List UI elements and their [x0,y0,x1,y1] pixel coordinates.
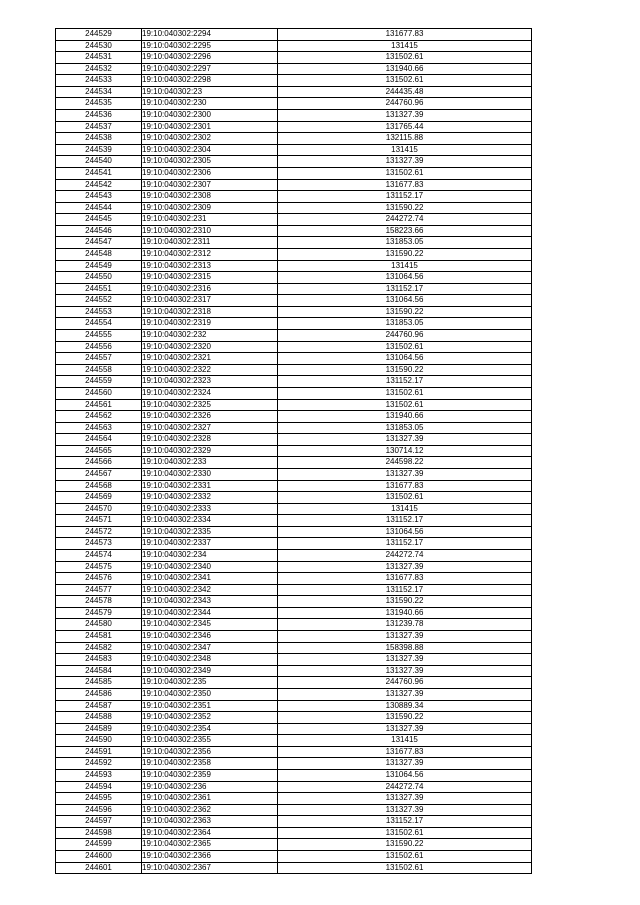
row-number-cell: 244530 [56,40,142,52]
value-cell: 131502.61 [278,341,532,353]
cadastral-number-cell: 19:10:040302:2324 [142,387,278,399]
row-number-cell: 244574 [56,550,142,562]
table-row [56,561,532,573]
value-cell: 244598.22 [278,457,532,469]
value-cell: 131327.39 [278,793,532,805]
table-row [56,75,532,87]
value-cell: 131940.66 [278,411,532,423]
table-row [56,121,532,133]
value-cell: 131590.22 [278,839,532,851]
table-row [56,503,532,515]
table-row [56,283,532,295]
value-cell: 131064.56 [278,353,532,365]
value-cell: 131327.39 [278,468,532,480]
cadastral-number-cell: 19:10:040302:2361 [142,793,278,805]
cadastral-number-cell: 19:10:040302:2332 [142,492,278,504]
value-cell: 131502.61 [278,75,532,87]
table-row [56,677,532,689]
value-cell: 131327.39 [278,434,532,446]
value-cell: 244760.96 [278,330,532,342]
table-row [56,700,532,712]
cadastral-number-cell: 19:10:040302:2302 [142,133,278,145]
value-cell: 131064.56 [278,272,532,284]
row-number-cell: 244562 [56,411,142,423]
value-cell: 131327.39 [278,723,532,735]
value-cell: 130714.12 [278,445,532,457]
row-number-cell: 244581 [56,631,142,643]
table-row [56,399,532,411]
cadastral-number-cell: 19:10:040302:2356 [142,746,278,758]
value-cell: 131152.17 [278,584,532,596]
row-number-cell: 244597 [56,816,142,828]
table-row [56,596,532,608]
cadastral-number-cell: 19:10:040302:2325 [142,399,278,411]
row-number-cell: 244555 [56,330,142,342]
cadastral-number-cell: 19:10:040302:23 [142,86,278,98]
cadastral-number-cell: 19:10:040302:2346 [142,631,278,643]
value-cell: 131677.83 [278,179,532,191]
table-row [56,330,532,342]
table-row [56,631,532,643]
row-number-cell: 244576 [56,573,142,585]
cadastral-number-cell: 19:10:040302:2365 [142,839,278,851]
table-row [56,364,532,376]
cadastral-number-cell: 19:10:040302:2308 [142,191,278,203]
row-number-cell: 244567 [56,468,142,480]
cadastral-number-cell: 19:10:040302:236 [142,781,278,793]
row-number-cell: 244534 [56,86,142,98]
table-row [56,341,532,353]
value-cell: 131853.05 [278,237,532,249]
table-row [56,214,532,226]
table-row [56,538,532,550]
table-row [56,237,532,249]
value-cell: 131502.61 [278,492,532,504]
table-row [56,688,532,700]
row-number-cell: 244544 [56,202,142,214]
value-cell: 131327.39 [278,110,532,122]
cadastral-number-cell: 19:10:040302:2294 [142,29,278,41]
cadastral-number-cell: 19:10:040302:2330 [142,468,278,480]
row-number-cell: 244536 [56,110,142,122]
value-cell: 131064.56 [278,526,532,538]
cadastral-number-cell: 19:10:040302:2296 [142,52,278,64]
table-row [56,654,532,666]
row-number-cell: 244547 [56,237,142,249]
table-row [56,86,532,98]
value-cell: 131502.61 [278,399,532,411]
cadastral-number-cell: 19:10:040302:2320 [142,341,278,353]
row-number-cell: 244533 [56,75,142,87]
row-number-cell: 244558 [56,364,142,376]
row-number-cell: 244570 [56,503,142,515]
value-cell: 131064.56 [278,295,532,307]
value-cell: 131327.39 [278,156,532,168]
table-row [56,411,532,423]
cadastral-number-cell: 19:10:040302:2318 [142,306,278,318]
value-cell: 131502.61 [278,52,532,64]
table-row [56,110,532,122]
cadastral-number-cell: 19:10:040302:2306 [142,167,278,179]
value-cell: 131239.78 [278,619,532,631]
value-cell: 131415 [278,40,532,52]
value-cell: 131152.17 [278,538,532,550]
row-number-cell: 244590 [56,735,142,747]
row-number-cell: 244546 [56,225,142,237]
row-number-cell: 244554 [56,318,142,330]
cadastral-number-cell: 19:10:040302:2333 [142,503,278,515]
cadastral-number-cell: 19:10:040302:2328 [142,434,278,446]
row-number-cell: 244552 [56,295,142,307]
table-row [56,272,532,284]
row-number-cell: 244566 [56,457,142,469]
row-number-cell: 244551 [56,283,142,295]
row-number-cell: 244575 [56,561,142,573]
table-row [56,248,532,260]
cadastral-number-cell: 19:10:040302:2307 [142,179,278,191]
value-cell: 244760.96 [278,98,532,110]
row-number-cell: 244588 [56,712,142,724]
cadastral-number-cell: 19:10:040302:2366 [142,851,278,863]
cadastral-number-cell: 19:10:040302:2321 [142,353,278,365]
value-cell: 131502.61 [278,862,532,874]
value-cell: 131677.83 [278,573,532,585]
row-number-cell: 244531 [56,52,142,64]
value-cell: 158223.66 [278,225,532,237]
table-row [56,584,532,596]
cadastral-number-cell: 19:10:040302:2350 [142,688,278,700]
table-row [56,191,532,203]
value-cell: 131765.44 [278,121,532,133]
cadastral-number-cell: 19:10:040302:2363 [142,816,278,828]
row-number-cell: 244545 [56,214,142,226]
cadastral-number-cell: 19:10:040302:2351 [142,700,278,712]
data-table [55,28,532,874]
cadastral-number-cell: 19:10:040302:2364 [142,827,278,839]
cadastral-number-cell: 19:10:040302:2317 [142,295,278,307]
table-row [56,526,532,538]
value-cell: 244272.74 [278,781,532,793]
table-row [56,457,532,469]
row-number-cell: 244598 [56,827,142,839]
value-cell: 131327.39 [278,804,532,816]
table-row [56,52,532,64]
value-cell: 131152.17 [278,376,532,388]
value-cell: 131152.17 [278,816,532,828]
cadastral-number-cell: 19:10:040302:2345 [142,619,278,631]
table-row [56,619,532,631]
table-row [56,573,532,585]
cadastral-number-cell: 19:10:040302:232 [142,330,278,342]
value-cell: 244760.96 [278,677,532,689]
table-row [56,167,532,179]
table-row [56,781,532,793]
row-number-cell: 244600 [56,851,142,863]
cadastral-number-cell: 19:10:040302:2337 [142,538,278,550]
value-cell: 131590.22 [278,712,532,724]
table-row [56,260,532,272]
value-cell: 131590.22 [278,248,532,260]
row-number-cell: 244571 [56,515,142,527]
row-number-cell: 244594 [56,781,142,793]
cadastral-number-cell: 19:10:040302:2319 [142,318,278,330]
row-number-cell: 244553 [56,306,142,318]
table-row [56,735,532,747]
row-number-cell: 244578 [56,596,142,608]
table-row [56,156,532,168]
value-cell: 131327.39 [278,631,532,643]
table-row [56,758,532,770]
table-row [56,492,532,504]
row-number-cell: 244595 [56,793,142,805]
cadastral-number-cell: 19:10:040302:2312 [142,248,278,260]
row-number-cell: 244572 [56,526,142,538]
value-cell: 131590.22 [278,202,532,214]
row-number-cell: 244535 [56,98,142,110]
row-number-cell: 244529 [56,29,142,41]
cadastral-number-cell: 19:10:040302:2298 [142,75,278,87]
row-number-cell: 244587 [56,700,142,712]
cadastral-number-cell: 19:10:040302:2295 [142,40,278,52]
cadastral-number-cell: 19:10:040302:2329 [142,445,278,457]
value-cell: 130889.34 [278,700,532,712]
row-number-cell: 244556 [56,341,142,353]
value-cell: 131152.17 [278,515,532,527]
table-row [56,387,532,399]
row-number-cell: 244582 [56,642,142,654]
value-cell: 131502.61 [278,167,532,179]
cadastral-number-cell: 19:10:040302:2326 [142,411,278,423]
value-cell: 131327.39 [278,654,532,666]
table-row [56,306,532,318]
value-cell: 131152.17 [278,283,532,295]
value-cell: 131415 [278,735,532,747]
cadastral-number-cell: 19:10:040302:2343 [142,596,278,608]
table-row [56,202,532,214]
cadastral-number-cell: 19:10:040302:235 [142,677,278,689]
table-row [56,445,532,457]
cadastral-number-cell: 19:10:040302:230 [142,98,278,110]
value-cell: 131502.61 [278,827,532,839]
row-number-cell: 244596 [56,804,142,816]
table-row [56,480,532,492]
cadastral-number-cell: 19:10:040302:2352 [142,712,278,724]
cadastral-number-cell: 19:10:040302:2300 [142,110,278,122]
row-number-cell: 244560 [56,387,142,399]
row-number-cell: 244532 [56,63,142,75]
value-cell: 131677.83 [278,480,532,492]
value-cell: 131940.66 [278,63,532,75]
cadastral-number-cell: 19:10:040302:2362 [142,804,278,816]
table-row [56,723,532,735]
value-cell: 131940.66 [278,607,532,619]
row-number-cell: 244569 [56,492,142,504]
cadastral-number-cell: 19:10:040302:233 [142,457,278,469]
cadastral-number-cell: 19:10:040302:2335 [142,526,278,538]
cadastral-number-cell: 19:10:040302:2358 [142,758,278,770]
value-cell: 131415 [278,144,532,156]
value-cell: 131853.05 [278,422,532,434]
row-number-cell: 244580 [56,619,142,631]
cadastral-number-cell: 19:10:040302:2347 [142,642,278,654]
table-row [56,607,532,619]
table-row [56,376,532,388]
table-row [56,770,532,782]
cadastral-number-cell: 19:10:040302:2327 [142,422,278,434]
row-number-cell: 244592 [56,758,142,770]
value-cell: 131677.83 [278,746,532,758]
table-row [56,665,532,677]
cadastral-number-cell: 19:10:040302:2304 [142,144,278,156]
table-row [56,63,532,75]
value-cell: 131327.39 [278,688,532,700]
row-number-cell: 244540 [56,156,142,168]
row-number-cell: 244589 [56,723,142,735]
cadastral-number-cell: 19:10:040302:2341 [142,573,278,585]
table-row [56,40,532,52]
value-cell: 131853.05 [278,318,532,330]
value-cell: 244435.48 [278,86,532,98]
value-cell: 131064.56 [278,770,532,782]
table-row [56,515,532,527]
row-number-cell: 244559 [56,376,142,388]
table-row [56,712,532,724]
table-row [56,434,532,446]
row-number-cell: 244568 [56,480,142,492]
row-number-cell: 244549 [56,260,142,272]
row-number-cell: 244564 [56,434,142,446]
cadastral-number-cell: 19:10:040302:2340 [142,561,278,573]
cadastral-number-cell: 19:10:040302:2344 [142,607,278,619]
cadastral-number-cell: 19:10:040302:2359 [142,770,278,782]
table-row [56,642,532,654]
table-row [56,550,532,562]
table-row [56,851,532,863]
row-number-cell: 244577 [56,584,142,596]
row-number-cell: 244601 [56,862,142,874]
cadastral-number-cell: 19:10:040302:2342 [142,584,278,596]
value-cell: 131590.22 [278,306,532,318]
value-cell: 131590.22 [278,364,532,376]
row-number-cell: 244539 [56,144,142,156]
value-cell: 131327.39 [278,665,532,677]
table-row [56,318,532,330]
table-row [56,746,532,758]
value-cell: 131502.61 [278,387,532,399]
row-number-cell: 244557 [56,353,142,365]
cadastral-number-cell: 19:10:040302:2349 [142,665,278,677]
row-number-cell: 244586 [56,688,142,700]
cadastral-number-cell: 19:10:040302:231 [142,214,278,226]
table-row [56,839,532,851]
cadastral-number-cell: 19:10:040302:2334 [142,515,278,527]
row-number-cell: 244583 [56,654,142,666]
row-number-cell: 244543 [56,191,142,203]
row-number-cell: 244591 [56,746,142,758]
value-cell: 158398.88 [278,642,532,654]
row-number-cell: 244585 [56,677,142,689]
cadastral-number-cell: 19:10:040302:2305 [142,156,278,168]
table-row [56,422,532,434]
row-number-cell: 244579 [56,607,142,619]
row-number-cell: 244550 [56,272,142,284]
table-row [56,295,532,307]
value-cell: 131415 [278,260,532,272]
table-row [56,804,532,816]
table-row [56,144,532,156]
table-row [56,816,532,828]
cadastral-number-cell: 19:10:040302:234 [142,550,278,562]
value-cell: 131590.22 [278,596,532,608]
table-row [56,179,532,191]
row-number-cell: 244565 [56,445,142,457]
row-number-cell: 244541 [56,167,142,179]
cadastral-number-cell: 19:10:040302:2310 [142,225,278,237]
table-row [56,468,532,480]
value-cell: 131415 [278,503,532,515]
row-number-cell: 244542 [56,179,142,191]
row-number-cell: 244563 [56,422,142,434]
row-number-cell: 244538 [56,133,142,145]
row-number-cell: 244599 [56,839,142,851]
table-row [56,29,532,41]
cadastral-number-cell: 19:10:040302:2354 [142,723,278,735]
cadastral-number-cell: 19:10:040302:2331 [142,480,278,492]
row-number-cell: 244561 [56,399,142,411]
cadastral-number-cell: 19:10:040302:2309 [142,202,278,214]
table-row [56,98,532,110]
row-number-cell: 244573 [56,538,142,550]
table-row [56,133,532,145]
table-row [56,862,532,874]
row-number-cell: 244548 [56,248,142,260]
cadastral-number-cell: 19:10:040302:2316 [142,283,278,295]
cadastral-number-cell: 19:10:040302:2323 [142,376,278,388]
table-row [56,827,532,839]
value-cell: 244272.74 [278,214,532,226]
value-cell: 132115.88 [278,133,532,145]
value-cell: 131502.61 [278,851,532,863]
cadastral-number-cell: 19:10:040302:2322 [142,364,278,376]
value-cell: 131677.83 [278,29,532,41]
row-number-cell: 244584 [56,665,142,677]
cadastral-number-cell: 19:10:040302:2355 [142,735,278,747]
row-number-cell: 244593 [56,770,142,782]
value-cell: 244272.74 [278,550,532,562]
value-cell: 131152.17 [278,191,532,203]
cadastral-number-cell: 19:10:040302:2297 [142,63,278,75]
cadastral-number-cell: 19:10:040302:2367 [142,862,278,874]
cadastral-number-cell: 19:10:040302:2311 [142,237,278,249]
value-cell: 131327.39 [278,561,532,573]
cadastral-number-cell: 19:10:040302:2348 [142,654,278,666]
table-row [56,225,532,237]
value-cell: 131327.39 [278,758,532,770]
table-row [56,353,532,365]
cadastral-number-cell: 19:10:040302:2301 [142,121,278,133]
table-row [56,793,532,805]
cadastral-number-cell: 19:10:040302:2313 [142,260,278,272]
cadastral-number-cell: 19:10:040302:2315 [142,272,278,284]
row-number-cell: 244537 [56,121,142,133]
table-body [56,29,532,874]
